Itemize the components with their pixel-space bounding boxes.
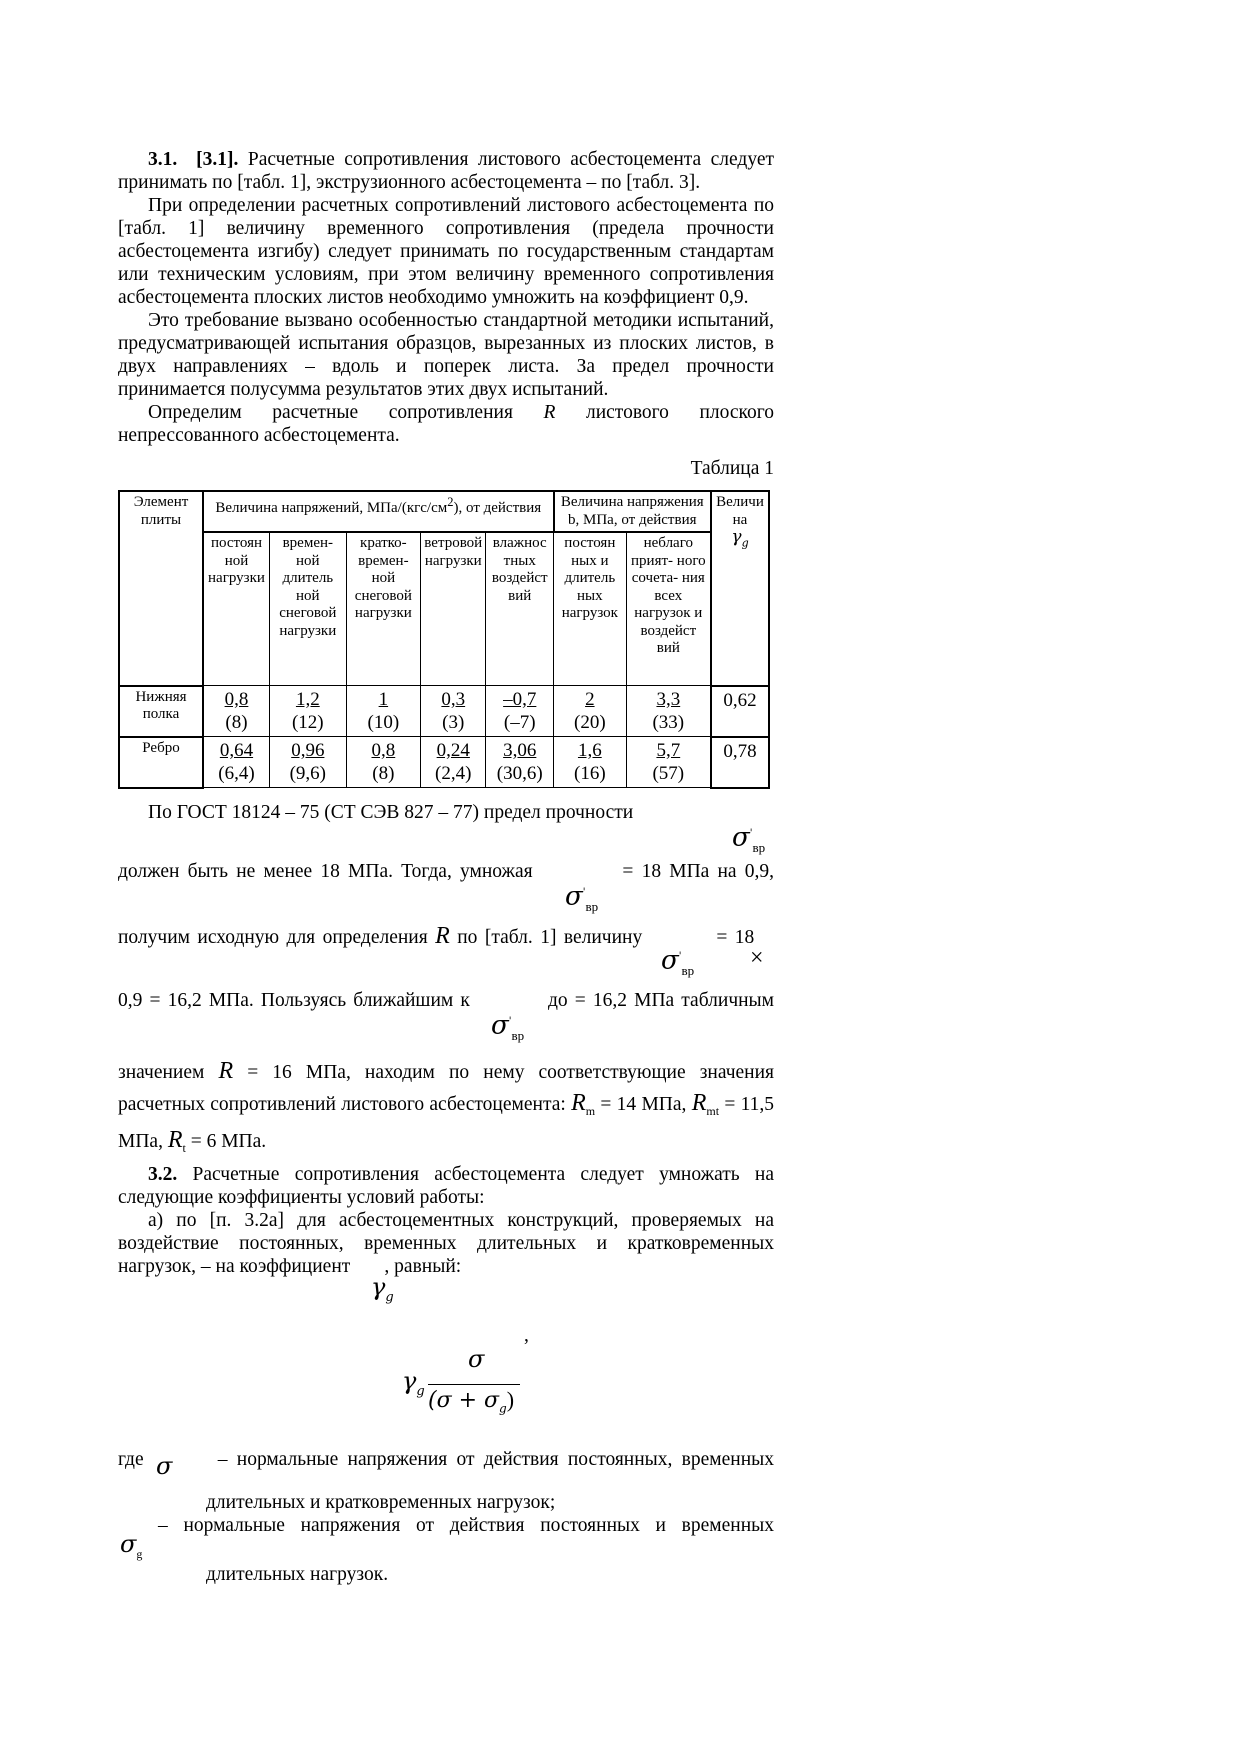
value-mpa: 1,6 xyxy=(577,740,602,761)
value-kgf: (6,4) xyxy=(218,763,255,784)
header-stress xyxy=(203,491,554,532)
value-mpa: 0,8 xyxy=(371,740,396,761)
symbol-Rt: R xyxy=(167,1127,183,1154)
value-cell xyxy=(626,737,711,788)
value-kgf: (57) xyxy=(652,763,685,784)
line-text: до = 16,2 МПа табличным xyxy=(548,989,775,1011)
value-cell xyxy=(203,737,269,788)
value-cell xyxy=(421,737,486,788)
symbol-Rmt: R xyxy=(691,1089,707,1116)
Rm-value: = 14 МПа, xyxy=(600,1093,687,1115)
line-resistance-values xyxy=(118,1056,774,1164)
line-text: по [табл. 1] величину xyxy=(457,926,643,948)
value-mpa: 1 xyxy=(378,689,389,710)
sigma-vr-symbol: $\sigma'_{вр}$ xyxy=(661,945,695,978)
header-stress-sup: 2 xyxy=(447,495,454,509)
sigma-vr-symbol: $\sigma'_{вр}$ xyxy=(732,822,766,855)
formula-gamma xyxy=(118,1314,774,1444)
header-element: Элемент плиты xyxy=(119,491,203,686)
sigma-row-2 xyxy=(118,883,774,925)
value-kgf: (16) xyxy=(574,763,606,784)
value-mpa: 3,06 xyxy=(503,740,537,761)
table-row xyxy=(119,737,769,788)
where-word: где xyxy=(118,1449,144,1471)
value-cell xyxy=(486,737,554,788)
line-text: должен быть не менее 18 МПа. Тогда, умножая xyxy=(118,860,533,882)
paragraph-determine xyxy=(118,401,774,447)
subheader-cell: неблаго прият- ного сочета- ния всех нагрузок и воздейст вий xyxy=(626,532,711,686)
sigma-row-1 xyxy=(118,824,774,860)
table-row xyxy=(119,686,769,737)
Rt-value: = 6 МПа. xyxy=(190,1131,267,1153)
paragraph-text: Расчетные сопротивления асбестоцемента следует умножать на следующие коэффициенты условий работы: xyxy=(118,1164,774,1209)
paragraph-text: Расчетные сопротивления листового асбестоцемента следует принимать по [табл. 1], экструзионного асбестоцемента – по [табл. 3]. xyxy=(118,149,775,193)
formula-denominator: $(\sigma + \sigma_g)$ xyxy=(428,1387,515,1416)
sigma-g-symbol: $\sigma_g$ xyxy=(120,1530,143,1562)
paragraph-a xyxy=(118,1209,774,1278)
value-mpa: 0,64 xyxy=(219,740,254,761)
gamma-value: 0,62 xyxy=(711,686,769,737)
value-mpa: –0,7 xyxy=(503,689,537,710)
symbol-R: R xyxy=(435,922,450,949)
formula-comma: , xyxy=(524,1325,529,1347)
sigma-vr-symbol: $\sigma'_{вр}$ xyxy=(491,1010,525,1043)
value-kgf: (–7) xyxy=(503,712,536,733)
row-label: Ребро xyxy=(119,737,203,788)
value-kgf: (33) xyxy=(652,712,685,733)
value-mpa: 5,7 xyxy=(656,740,681,761)
formula-gamma-g: $\gamma_g$ xyxy=(402,1367,425,1400)
value-mpa: 3,3 xyxy=(656,689,681,710)
gost-line: По ГОСТ 18124 – 75 (СТ СЭВ 827 – 77) предел прочности xyxy=(148,801,634,823)
line-text: = 16 МПа, находим по нему соответствующие значения расчетных сопротивлений листового асбестоцемента: xyxy=(118,1061,775,1115)
sigma-symbol: σ xyxy=(156,1452,173,1481)
line-text: значением xyxy=(118,1061,205,1083)
table-caption: Таблица 1 xyxy=(690,458,774,479)
value-mpa: 0,24 xyxy=(436,740,470,761)
value-cell xyxy=(346,686,420,737)
paragraph-text: , равный: xyxy=(384,1256,462,1278)
paragraph-text: Определим расчетные сопротивления xyxy=(148,402,513,423)
value-cell xyxy=(346,737,420,788)
formula-numerator: σ xyxy=(468,1345,485,1374)
row-label: Нижняя полка xyxy=(119,686,203,737)
gamma-row xyxy=(118,1273,774,1314)
where-line-1 xyxy=(118,1448,774,1471)
value-kgf: (12) xyxy=(291,712,324,733)
value-kgf: (8) xyxy=(225,712,248,733)
times-sign: × xyxy=(750,944,764,971)
line-text: = 18 xyxy=(716,926,755,948)
gamma-value: 0,78 xyxy=(711,737,769,788)
document-page xyxy=(118,148,774,1586)
value-mpa: 2 xyxy=(585,689,595,710)
value-kgf: (10) xyxy=(367,712,400,733)
Rm-sub: m xyxy=(585,1103,596,1118)
line-text: = 18 МПа на 0,9, xyxy=(622,860,774,882)
paragraph-3-2 xyxy=(118,1163,774,1209)
Rmt-value: = 11,5 МПа, xyxy=(118,1093,775,1153)
line-text: 0,9 = 16,2 МПа. Пользуясь ближайшим к xyxy=(118,989,470,1011)
value-kgf: (2,4) xyxy=(435,763,472,784)
subheader-cell: кратко- времен- ной снеговой нагрузки xyxy=(346,532,420,686)
table-1 xyxy=(118,490,770,789)
symbol-R: R xyxy=(218,1057,234,1084)
subheader-cell: ветровой нагрузки xyxy=(421,532,486,686)
header-stress-tail: ), от действия xyxy=(453,500,542,516)
line-text: получим исходную для определения xyxy=(118,926,428,948)
symbol-Rm: R xyxy=(571,1089,586,1116)
value-mpa: 1,2 xyxy=(295,689,320,710)
value-kgf: (20) xyxy=(574,712,606,733)
value-mpa: 0,3 xyxy=(441,689,466,710)
value-cell xyxy=(203,686,269,737)
section-reference: [3.1]. xyxy=(196,149,239,170)
header-gamma xyxy=(711,491,769,686)
paragraph-definition: При определении расчетных сопротивлений листового асбестоцемента по [табл. 1] величину временного сопротивления (предела прочности асбестоцемента изгибу) следует принимать по государственным стандартам или техническим условиям, при этом величину временного сопротивления асбестоцемента плоских листов необходимо умножить на коэффициент 0,9. xyxy=(118,195,774,308)
symbol-R: R xyxy=(543,402,556,423)
value-mpa: 0,96 xyxy=(291,740,325,761)
value-cell xyxy=(554,737,627,788)
gamma-symbol: $\gamma_g$ xyxy=(731,527,749,550)
value-kgf: (30,6) xyxy=(496,763,543,784)
line-multiply xyxy=(118,860,774,883)
sigma-vr-symbol: $\sigma'_{вр}$ xyxy=(565,881,599,914)
paragraph-text: листового плоского непрессованного асбестоцемента. xyxy=(118,402,775,446)
value-cell xyxy=(626,686,711,737)
section-number: 3.1. xyxy=(148,149,178,170)
header-gamma-text: Величи на xyxy=(716,494,764,528)
sigma-row-3 xyxy=(118,944,774,989)
value-mpa: 0,8 xyxy=(224,689,249,710)
subheader-cell: постоян ных и длитель ных нагрузок xyxy=(554,532,627,686)
subheader-cell: влажнос тных воздейст вий xyxy=(486,532,554,686)
line-nearest xyxy=(118,989,774,1012)
sigma-row-4 xyxy=(118,1012,774,1056)
value-cell xyxy=(486,686,554,737)
value-kgf: (9,6) xyxy=(289,763,327,784)
value-cell xyxy=(421,686,486,737)
Rmt-sub: mt xyxy=(706,1103,720,1118)
section-number: 3.2. xyxy=(148,1164,178,1186)
Rt-sub: t xyxy=(182,1141,186,1156)
value-cell xyxy=(269,686,346,737)
subheader-cell: времен- ной длитель ной снеговой нагрузки xyxy=(269,532,346,686)
subheader-row xyxy=(119,532,769,686)
header-stress-b: Величина напряжения b, МПа, от действия xyxy=(554,491,711,532)
where-line-2: – нормальные напряжения от действия постоянных и временных xyxy=(158,1515,774,1537)
where-line-2-cont: длительных нагрузок. xyxy=(206,1564,389,1586)
paragraph-3-1 xyxy=(118,148,774,194)
where-text: – нормальные напряжения от действия постоянных, временных xyxy=(217,1449,775,1471)
value-cell xyxy=(554,686,627,737)
value-kgf: (8) xyxy=(372,763,395,784)
value-cell xyxy=(269,737,346,788)
where-line-1-cont: длительных и кратковременных нагрузок; xyxy=(206,1492,556,1514)
paragraph-text: а) по [п. 3.2а] для асбестоцементных конструкций, проверяемых на воздействие постоянных, временных длительных и кратковременных нагрузок, – на коэффициент xyxy=(118,1210,774,1278)
gamma-g-symbol: $\gamma_g$ xyxy=(371,1273,394,1306)
fraction-bar xyxy=(428,1384,520,1385)
subheader-cell: постоян ной нагрузки xyxy=(203,532,269,686)
paragraph-requirement: Это требование вызвано особенностью стандартной методики испытаний, предусматривающей испытания образцов, вырезанных из плоских листов, в двух направлениях – вдоль и поперек листа. За предел прочности принимается полусумма результатов этих двух испытаний. xyxy=(118,310,774,400)
value-kgf: (3) xyxy=(442,712,465,733)
header-stress-text: Величина напряжений, МПа/(кгс/см xyxy=(215,500,448,516)
